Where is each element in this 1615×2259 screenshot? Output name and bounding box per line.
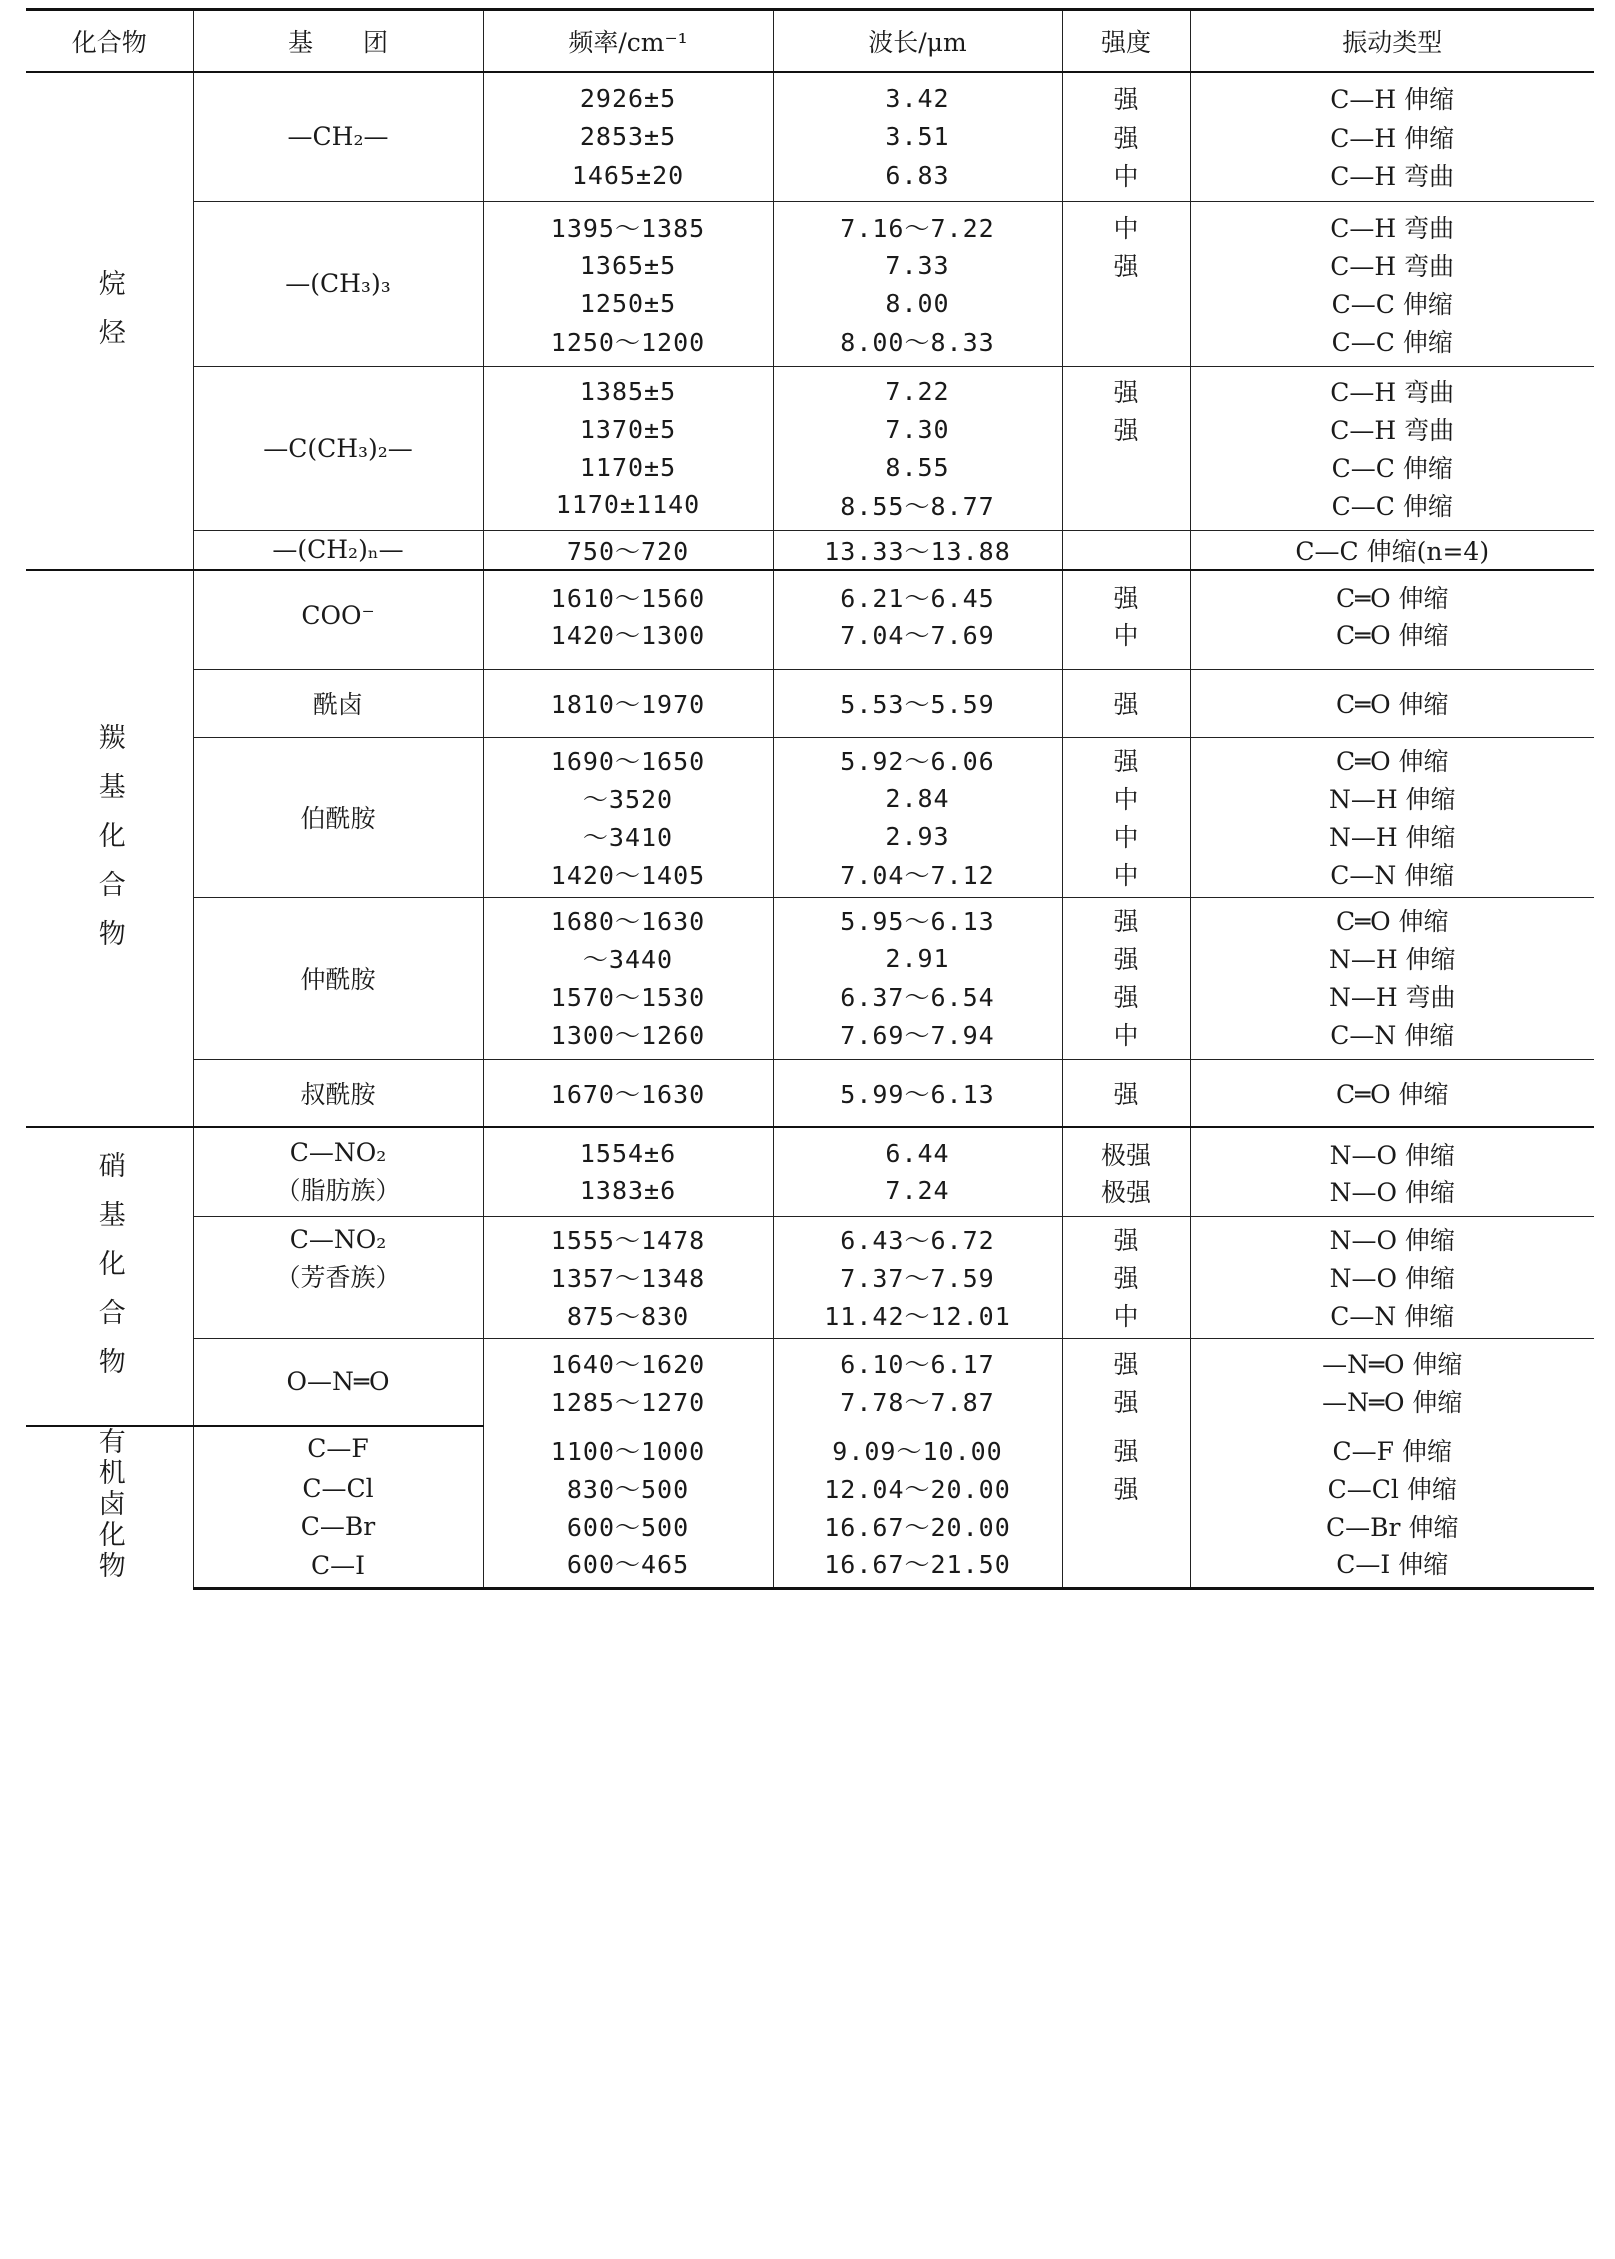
header-row bbox=[26, 10, 1594, 73]
wavelength-cell: 6.21～6.45 bbox=[773, 570, 1062, 615]
table-row bbox=[26, 897, 1594, 939]
table-row bbox=[26, 570, 1594, 615]
wavelength-cell: 2.84 bbox=[773, 779, 1062, 817]
frequency-cell: 1100～1000 bbox=[483, 1426, 773, 1469]
wavelength-cell: 6.37～6.54 bbox=[773, 977, 1062, 1015]
frequency-cell: 2853±5 bbox=[483, 117, 773, 156]
intensity-cell: 极强 bbox=[1062, 1127, 1190, 1172]
frequency-cell: 1370±5 bbox=[483, 410, 773, 448]
intensity-cell: 中 bbox=[1062, 201, 1190, 246]
frequency-cell: 1670～1630 bbox=[483, 1059, 773, 1127]
vibration-cell: N—H 弯曲 bbox=[1190, 977, 1594, 1015]
group-line: C—NO₂ bbox=[289, 1137, 387, 1167]
table-row bbox=[26, 1545, 1594, 1588]
wavelength-cell: 8.00～8.33 bbox=[773, 322, 1062, 366]
vibration-cell: C—H 伸缩 bbox=[1190, 72, 1594, 117]
frequency-cell: 1300～1260 bbox=[483, 1015, 773, 1059]
category-text: 羰基化合物 bbox=[93, 723, 125, 968]
table-row bbox=[26, 1127, 1594, 1172]
frequency-cell: 750～720 bbox=[483, 530, 773, 570]
vibration-cell: C—H 弯曲 bbox=[1190, 156, 1594, 201]
category-label bbox=[26, 1127, 193, 1426]
frequency-cell: 1690～1650 bbox=[483, 737, 773, 779]
wavelength-cell: 5.95～6.13 bbox=[773, 897, 1062, 939]
vibration-cell: C—C 伸缩 bbox=[1190, 322, 1594, 366]
vibration-cell: N—H 伸缩 bbox=[1190, 817, 1594, 855]
category-text: 有机卤化物 bbox=[93, 1427, 125, 1582]
intensity-cell bbox=[1062, 284, 1190, 322]
wavelength-cell: 6.43～6.72 bbox=[773, 1216, 1062, 1258]
frequency-cell: 1170±5 bbox=[483, 448, 773, 486]
wavelength-cell: 5.53～5.59 bbox=[773, 669, 1062, 737]
frequency-cell: 1357～1348 bbox=[483, 1258, 773, 1296]
intensity-cell: 强 bbox=[1062, 939, 1190, 977]
vibration-cell: C═O 伸缩 bbox=[1190, 897, 1594, 939]
group-cell: 叔酰胺 bbox=[193, 1059, 483, 1127]
table-row bbox=[26, 366, 1594, 410]
wavelength-cell: 6.44 bbox=[773, 1127, 1062, 1172]
frequency-cell: 1680～1630 bbox=[483, 897, 773, 939]
frequency-cell: 1555～1478 bbox=[483, 1216, 773, 1258]
intensity-cell: 强 bbox=[1062, 1216, 1190, 1258]
intensity-cell: 中 bbox=[1062, 779, 1190, 817]
vibration-cell: C═O 伸缩 bbox=[1190, 615, 1594, 669]
wavelength-cell: 7.37～7.59 bbox=[773, 1258, 1062, 1296]
frequency-cell: 1610～1560 bbox=[483, 570, 773, 615]
vibration-cell: N—O 伸缩 bbox=[1190, 1258, 1594, 1296]
vibration-cell: C—C 伸缩 bbox=[1190, 486, 1594, 530]
table-row bbox=[26, 1216, 1594, 1258]
vibration-cell: N—O 伸缩 bbox=[1190, 1127, 1594, 1172]
frequency-cell: 1285～1270 bbox=[483, 1382, 773, 1426]
intensity-cell: 强 bbox=[1062, 72, 1190, 117]
wavelength-cell: 7.24 bbox=[773, 1172, 1062, 1216]
wavelength-cell: 8.00 bbox=[773, 284, 1062, 322]
wavelength-cell: 9.09～10.00 bbox=[773, 1426, 1062, 1469]
vibration-cell: C—H 弯曲 bbox=[1190, 201, 1594, 246]
category-text: 烷烃 bbox=[93, 269, 125, 367]
header-compound: 化合物 bbox=[26, 10, 193, 73]
intensity-cell: 强 bbox=[1062, 1338, 1190, 1382]
frequency-cell: 1365±5 bbox=[483, 246, 773, 284]
intensity-cell: 中 bbox=[1062, 156, 1190, 201]
category-label bbox=[26, 570, 193, 1127]
vibration-cell: C—H 伸缩 bbox=[1190, 117, 1594, 156]
vibration-cell: C═O 伸缩 bbox=[1190, 737, 1594, 779]
frequency-cell: 1554±6 bbox=[483, 1127, 773, 1172]
vibration-cell: C—C 伸缩 bbox=[1190, 448, 1594, 486]
category-label bbox=[26, 72, 193, 570]
frequency-cell: 600～500 bbox=[483, 1507, 773, 1545]
intensity-cell bbox=[1062, 322, 1190, 366]
group-cell: 酰卤 bbox=[193, 669, 483, 737]
frequency-cell: 1465±20 bbox=[483, 156, 773, 201]
header-intensity: 强度 bbox=[1062, 10, 1190, 73]
wavelength-cell: 11.42～12.01 bbox=[773, 1296, 1062, 1338]
vibration-cell: C═O 伸缩 bbox=[1190, 570, 1594, 615]
intensity-cell: 强 bbox=[1062, 410, 1190, 448]
group-cell: —CH₂— bbox=[193, 72, 483, 201]
table-row bbox=[26, 1507, 1594, 1545]
group-cell: O—N═O bbox=[193, 1338, 483, 1426]
intensity-cell bbox=[1062, 448, 1190, 486]
wavelength-cell: 2.91 bbox=[773, 939, 1062, 977]
vibration-cell: C—C 伸缩 bbox=[1190, 284, 1594, 322]
vibration-cell: C—N 伸缩 bbox=[1190, 1015, 1594, 1059]
intensity-cell bbox=[1062, 530, 1190, 570]
intensity-cell: 强 bbox=[1062, 117, 1190, 156]
wavelength-cell: 7.30 bbox=[773, 410, 1062, 448]
intensity-cell: 强 bbox=[1062, 246, 1190, 284]
intensity-cell: 中 bbox=[1062, 1015, 1190, 1059]
frequency-cell: 1640～1620 bbox=[483, 1338, 773, 1382]
wavelength-cell: 5.99～6.13 bbox=[773, 1059, 1062, 1127]
table-row bbox=[26, 201, 1594, 246]
intensity-cell: 中 bbox=[1062, 855, 1190, 897]
frequency-cell: ～3520 bbox=[483, 779, 773, 817]
wavelength-cell: 3.51 bbox=[773, 117, 1062, 156]
wavelength-cell: 7.04～7.12 bbox=[773, 855, 1062, 897]
wavelength-cell: 13.33～13.88 bbox=[773, 530, 1062, 570]
group-cell: —(CH₃)₃ bbox=[193, 201, 483, 366]
wavelength-cell: 12.04～20.00 bbox=[773, 1469, 1062, 1507]
ir-absorption-table bbox=[26, 8, 1594, 1590]
table-row bbox=[26, 737, 1594, 779]
table-row bbox=[26, 530, 1594, 570]
table-row bbox=[26, 1469, 1594, 1507]
wavelength-cell: 7.22 bbox=[773, 366, 1062, 410]
frequency-cell: 600～465 bbox=[483, 1545, 773, 1588]
frequency-cell: 1810～1970 bbox=[483, 669, 773, 737]
group-cell: 仲酰胺 bbox=[193, 897, 483, 1059]
frequency-cell: 1383±6 bbox=[483, 1172, 773, 1216]
vibration-cell: N—H 伸缩 bbox=[1190, 939, 1594, 977]
wavelength-cell: 3.42 bbox=[773, 72, 1062, 117]
table-row bbox=[26, 1426, 1594, 1469]
group-cell: C—I bbox=[193, 1545, 483, 1588]
intensity-cell: 强 bbox=[1062, 897, 1190, 939]
vibration-cell: C—Br 伸缩 bbox=[1190, 1507, 1594, 1545]
intensity-cell: 强 bbox=[1062, 570, 1190, 615]
category-label bbox=[26, 1426, 193, 1588]
category-nitro bbox=[26, 1127, 1594, 1426]
category-carbonyl bbox=[26, 570, 1594, 1127]
vibration-cell: N—O 伸缩 bbox=[1190, 1216, 1594, 1258]
intensity-cell: 强 bbox=[1062, 1059, 1190, 1127]
header-wavelength: 波长/μm bbox=[773, 10, 1062, 73]
intensity-cell: 强 bbox=[1062, 366, 1190, 410]
wavelength-cell: 6.10～6.17 bbox=[773, 1338, 1062, 1382]
frequency-cell: ～3410 bbox=[483, 817, 773, 855]
intensity-cell bbox=[1062, 486, 1190, 530]
vibration-cell: C—I 伸缩 bbox=[1190, 1545, 1594, 1588]
intensity-cell: 强 bbox=[1062, 669, 1190, 737]
wavelength-cell: 8.55 bbox=[773, 448, 1062, 486]
header-group: 基 团 bbox=[193, 10, 483, 73]
vibration-cell: C═O 伸缩 bbox=[1190, 669, 1594, 737]
table-header bbox=[26, 10, 1594, 73]
frequency-cell: 875～830 bbox=[483, 1296, 773, 1338]
frequency-cell: 1250±5 bbox=[483, 284, 773, 322]
wavelength-cell: 2.93 bbox=[773, 817, 1062, 855]
wavelength-cell: 7.33 bbox=[773, 246, 1062, 284]
group-cell: —(CH₂)ₙ— bbox=[193, 530, 483, 570]
vibration-cell: C—H 弯曲 bbox=[1190, 366, 1594, 410]
group-cell: 伯酰胺 bbox=[193, 737, 483, 897]
group-cell: COO⁻ bbox=[193, 570, 483, 669]
group-cell: C—F bbox=[193, 1426, 483, 1469]
intensity-cell: 中 bbox=[1062, 615, 1190, 669]
frequency-cell: 1420～1405 bbox=[483, 855, 773, 897]
vibration-cell: C—H 弯曲 bbox=[1190, 246, 1594, 284]
intensity-cell: 中 bbox=[1062, 1296, 1190, 1338]
category-alkane bbox=[26, 72, 1594, 570]
vibration-cell: —N═O 伸缩 bbox=[1190, 1382, 1594, 1426]
vibration-cell: C—F 伸缩 bbox=[1190, 1426, 1594, 1469]
frequency-cell: 1170±1140 bbox=[483, 486, 773, 530]
wavelength-cell: 6.83 bbox=[773, 156, 1062, 201]
intensity-cell: 强 bbox=[1062, 1258, 1190, 1296]
frequency-cell: 1250～1200 bbox=[483, 322, 773, 366]
vibration-cell: C—Cl 伸缩 bbox=[1190, 1469, 1594, 1507]
intensity-cell: 极强 bbox=[1062, 1172, 1190, 1216]
vibration-cell: N—O 伸缩 bbox=[1190, 1172, 1594, 1216]
group-cell: C—Br bbox=[193, 1507, 483, 1545]
header-vibration: 振动类型 bbox=[1190, 10, 1594, 73]
wavelength-cell: 7.78～7.87 bbox=[773, 1382, 1062, 1426]
intensity-cell: 中 bbox=[1062, 817, 1190, 855]
vibration-cell: N—H 伸缩 bbox=[1190, 779, 1594, 817]
wavelength-cell: 7.16～7.22 bbox=[773, 201, 1062, 246]
vibration-cell: C—N 伸缩 bbox=[1190, 855, 1594, 897]
header-frequency: 频率/cm⁻¹ bbox=[483, 10, 773, 73]
table-row bbox=[26, 1338, 1594, 1382]
wavelength-cell: 7.04～7.69 bbox=[773, 615, 1062, 669]
frequency-cell: 1395～1385 bbox=[483, 201, 773, 246]
wavelength-cell: 5.92～6.06 bbox=[773, 737, 1062, 779]
group-cell bbox=[193, 1216, 483, 1338]
frequency-cell: ～3440 bbox=[483, 939, 773, 977]
frequency-cell: 1420～1300 bbox=[483, 615, 773, 669]
vibration-cell: C—C 伸缩(n=4) bbox=[1190, 530, 1594, 570]
intensity-cell bbox=[1062, 1507, 1190, 1545]
wavelength-cell: 16.67～21.50 bbox=[773, 1545, 1062, 1588]
wavelength-cell: 8.55～8.77 bbox=[773, 486, 1062, 530]
frequency-cell: 830～500 bbox=[483, 1469, 773, 1507]
intensity-cell: 强 bbox=[1062, 1469, 1190, 1507]
intensity-cell bbox=[1062, 1545, 1190, 1588]
group-line: （脂肪族） bbox=[275, 1175, 401, 1205]
category-halide bbox=[26, 1426, 1594, 1588]
group-line: （芳香族） bbox=[275, 1263, 401, 1292]
intensity-cell: 强 bbox=[1062, 737, 1190, 779]
vibration-cell: C—H 弯曲 bbox=[1190, 410, 1594, 448]
frequency-cell: 1385±5 bbox=[483, 366, 773, 410]
vibration-cell: C═O 伸缩 bbox=[1190, 1059, 1594, 1127]
wavelength-cell: 7.69～7.94 bbox=[773, 1015, 1062, 1059]
group-cell bbox=[193, 1127, 483, 1216]
intensity-cell: 强 bbox=[1062, 977, 1190, 1015]
table-row bbox=[26, 72, 1594, 117]
category-text: 硝基化合物 bbox=[93, 1151, 125, 1396]
table-row bbox=[26, 1059, 1594, 1127]
vibration-cell: —N═O 伸缩 bbox=[1190, 1338, 1594, 1382]
frequency-cell: 1570～1530 bbox=[483, 977, 773, 1015]
ir-absorption-table-document bbox=[26, 8, 1594, 1590]
group-cell: C—Cl bbox=[193, 1469, 483, 1507]
group-cell: —C(CH₃)₂— bbox=[193, 366, 483, 530]
wavelength-cell: 16.67～20.00 bbox=[773, 1507, 1062, 1545]
vibration-cell: C—N 伸缩 bbox=[1190, 1296, 1594, 1338]
intensity-cell: 强 bbox=[1062, 1426, 1190, 1469]
table-row bbox=[26, 669, 1594, 737]
group-line: C—NO₂ bbox=[289, 1225, 387, 1254]
intensity-cell: 强 bbox=[1062, 1382, 1190, 1426]
frequency-cell: 2926±5 bbox=[483, 72, 773, 117]
